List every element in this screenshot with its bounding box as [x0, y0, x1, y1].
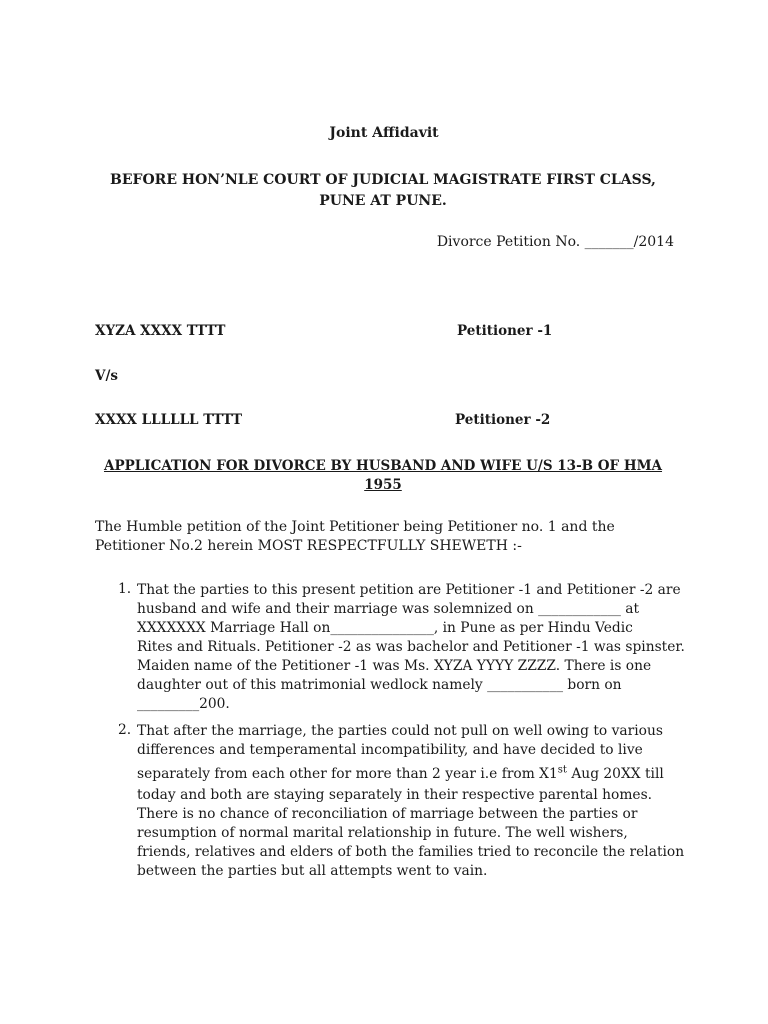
- list-item-line: Rites and Rituals. Petitioner -2 as was bachelor and Petitioner -1 was spinster.: [137, 639, 685, 655]
- list-item-line: husband and wife and their marriage was solemnized on ____________ at: [137, 601, 640, 617]
- court-heading: BEFORE HON’NLE COURT OF JUDICIAL MAGISTRATE FIRST CLASS, PUNE AT PUNE.: [110, 172, 656, 209]
- list-item: [118, 722, 685, 881]
- versus-label: V/s: [95, 368, 119, 384]
- list-item-number: 2.: [118, 722, 132, 738]
- list-item-line: XXXXXXX Marriage Hall on_______________, in Pune as per Hindu Vedic: [137, 620, 633, 636]
- sup-line-after: Aug 20XX till: [566, 766, 664, 782]
- petition-number: Divorce Petition No. _______/2014: [436, 234, 674, 250]
- list-item-number: 1.: [118, 581, 132, 597]
- sup-line-before: separately from each other for more than 2 year i.e from X1: [137, 766, 558, 782]
- list-item-line: resumption of normal marital relationship in future. The well wishers,: [137, 825, 628, 841]
- intro-paragraph: The Humble petition of the Joint Petitioner being Petitioner no. 1 and the Petitioner No.2 herein MOST RESPECTFULLY SHEWETH :-: [95, 519, 615, 554]
- numbered-list: [118, 581, 685, 881]
- petitioner-2-role: Petitioner -2: [455, 412, 551, 428]
- document-title: Joint Affidavit: [329, 125, 439, 141]
- list-item-line: Maiden name of the Petitioner -1 was Ms. XYZA YYYY ZZZZ. There is one: [137, 658, 652, 674]
- list-item-line: There is no chance of reconciliation of marriage between the parties or: [137, 806, 638, 822]
- application-heading: APPLICATION FOR DIVORCE BY HUSBAND AND WIFE U/S 13-B OF HMA 1955: [103, 458, 663, 493]
- ordinal-superscript: st: [557, 764, 567, 776]
- list-item-line: today and both are staying separately in their respective parental homes.: [137, 787, 653, 803]
- list-item-line: That the parties to this present petition are Petitioner -1 and Petitioner -2 are: [137, 582, 681, 598]
- petitioner-2-name: XXXX LLLLLL TTTT: [95, 412, 242, 428]
- list-item: [118, 581, 685, 714]
- list-item-line: That after the marriage, the parties could not pull on well owing to various: [137, 723, 663, 739]
- list-item-line: between the parties but all attempts went to vain.: [137, 863, 488, 879]
- list-item-line: daughter out of this matrimonial wedlock namely ___________ born on: [137, 677, 622, 693]
- petitioner-1-role: Petitioner -1: [457, 323, 553, 339]
- list-item-line: friends, relatives and elders of both the families tried to reconcile the relation: [137, 844, 685, 860]
- petitioner-1-name: XYZA XXXX TTTT: [95, 323, 226, 339]
- list-item-line: [137, 760, 678, 786]
- list-item-line: differences and temperamental incompatibility, and have decided to live: [137, 742, 643, 758]
- list-item-line: _________200.: [137, 696, 230, 712]
